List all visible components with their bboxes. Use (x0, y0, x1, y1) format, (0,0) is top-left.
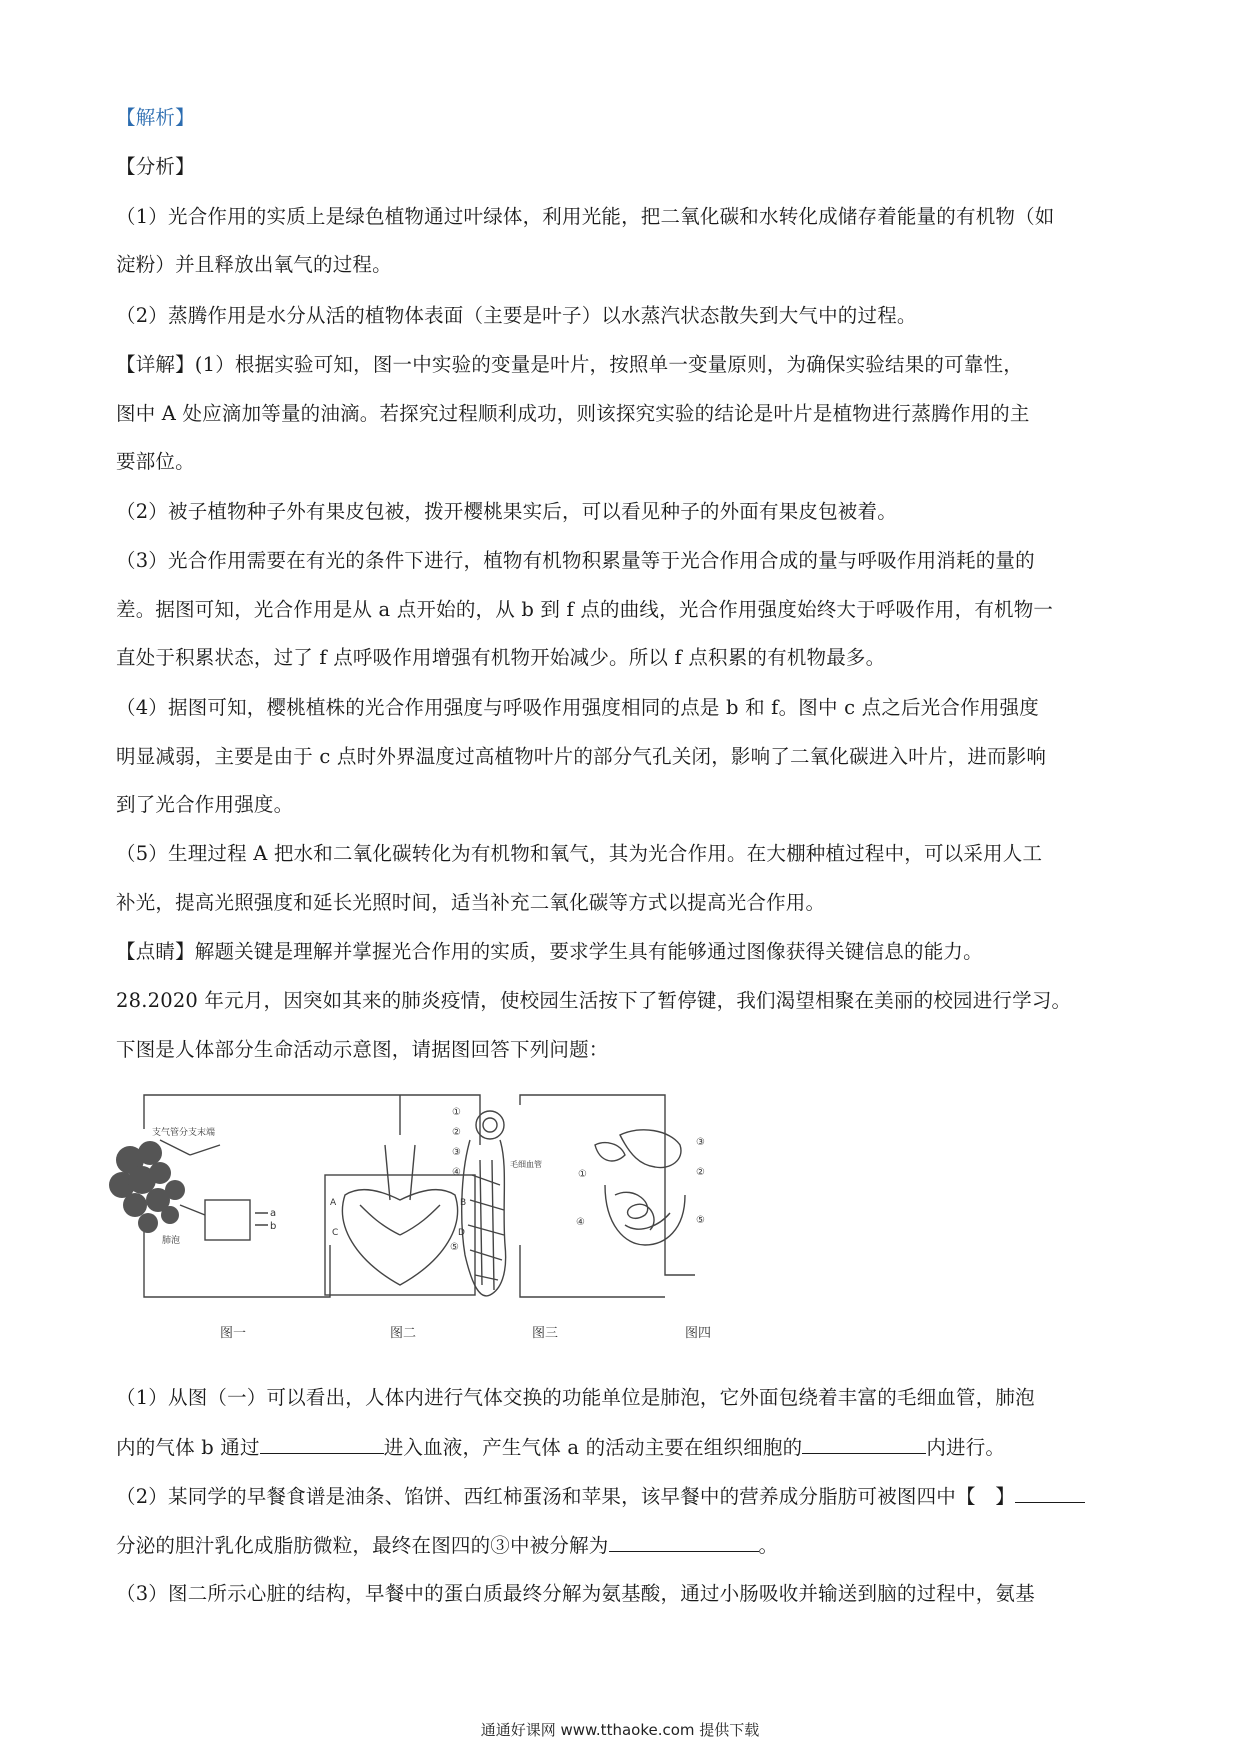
detail-5-line1: （5）生理过程 A 把水和二氧化碳转化为有机物和氧气，其为光合作用。在大棚种植过程中，可以采用人工 (116, 842, 1043, 865)
analysis-2: （2）蒸腾作用是水分从活的植物体表面（主要是叶子）以水蒸汽状态散失到大气中的过程。 (116, 304, 917, 327)
fig3-capillary-label: 毛细血管 (510, 1160, 542, 1169)
question-3-line1: （3）图二所示心脏的结构，早餐中的蛋白质最终分解为氨基酸，通过小肠吸收并输送到脑的过程中，氨基 (116, 1582, 1035, 1605)
analysis-1-line2: 淀粉）并且释放出氧气的过程。 (116, 253, 392, 276)
detail-3-line1: （3）光合作用需要在有光的条件下进行，植物有机物积累量等于光合作用合成的量与呼吸作用消耗的量的 (116, 549, 1035, 572)
fig1-bronchi-label: 支气管分支末端 (152, 1128, 216, 1138)
jiexi-heading: 【解析】 (116, 106, 195, 129)
question-2-line1 (116, 1482, 1128, 1511)
fig1-caption: 图一 (220, 1326, 247, 1341)
q2-text: （2）某同学的早餐食谱是油条、馅饼、西红柿蛋汤和苹果，该早餐中的营养成分脂肪可被图四中【 】 (116, 1485, 1016, 1508)
fig2-caption: 图二 (390, 1326, 417, 1341)
answer-blank-3[interactable] (1015, 1482, 1085, 1503)
fig4-num-4: ④ (576, 1217, 585, 1228)
question-2-line2 (116, 1531, 1128, 1560)
q2-text-pre: 分泌的胆汁乳化成脂肪微粒，最终在图四的③中被分解为 (116, 1534, 609, 1557)
detail-4-line2: 明显减弱，主要是由于 c 点时外界温度过高植物叶片的部分气孔关闭，影响了二氧化碳进入叶片，进而影响 (116, 745, 1047, 768)
detail-1-line2: 图中 A 处应滴加等量的油滴。若探究过程顺利成功，则该探究实验的结论是叶片是植物进行蒸腾作用的主 (116, 402, 1030, 425)
answer-blank-4[interactable] (609, 1531, 759, 1552)
fig1-alveoli-label: 肺泡 (162, 1236, 181, 1246)
analysis-1-line1: （1）光合作用的实质上是绿色植物通过叶绿体，利用光能，把二氧化碳和水转化成储存着能量的有机物（如 (116, 205, 1055, 228)
fig4-num-2: ② (696, 1167, 705, 1178)
fenxi-heading: 【分析】 (116, 155, 195, 178)
fig2-letter-D: D (458, 1228, 465, 1238)
detail-5-line2: 补光，提高光照强度和延长光照时间，适当补充二氧化碳等方式以提高光合作用。 (116, 891, 826, 914)
human-body-diagram (100, 1085, 800, 1355)
fig3-num-5: ⑤ (450, 1242, 459, 1253)
fig3-num-1: ① (452, 1107, 461, 1118)
fig4-num-1: ① (578, 1169, 587, 1180)
detail-4-line1: （4）据图可知，樱桃植株的光合作用强度与呼吸作用强度相同的点是 b 和 f。图中 c 点之后光合作用强度 (116, 696, 1039, 719)
question-28-line1: 28.2020 年元月，因突如其来的肺炎疫情，使校园生活按下了暂停键，我们渴望相聚在美丽的校园进行学习。 (116, 989, 1072, 1012)
detail-1-line3: 要部位。 (116, 450, 195, 473)
question-28-line2: 下图是人体部分生命活动示意图，请据图回答下列问题： (116, 1038, 609, 1061)
detail-4-line3: 到了光合作用强度。 (116, 793, 294, 816)
fig4-caption: 图四 (685, 1326, 712, 1341)
fig3-caption: 图三 (532, 1326, 559, 1341)
dianjing: 【点睛】解题关键是理解并掌握光合作用的实质，要求学生具有能够通过图像获得关键信息的能力。 (116, 940, 983, 963)
q2-text-post: 。 (758, 1534, 779, 1557)
fig2-letter-A: A (330, 1198, 337, 1208)
fig4-num-3: ③ (696, 1137, 705, 1148)
diagram-svg (100, 1085, 800, 1355)
answer-blank-1[interactable] (260, 1433, 384, 1454)
fig3-num-2: ② (452, 1127, 461, 1138)
fig3-num-3: ③ (452, 1147, 461, 1158)
fig4-num-5: ⑤ (696, 1215, 705, 1226)
q1-text-mid: 进入血液，产生气体 a 的活动主要在组织细胞的 (383, 1436, 803, 1459)
fig1-letter-b: b (270, 1221, 277, 1232)
q1-text-pre: 内的气体 b 通过 (116, 1436, 260, 1459)
detail-3-line2: 差。据图可知，光合作用是从 a 点开始的，从 b 到 f 点的曲线，光合作用强度始终大于呼吸作用，有机物一 (116, 598, 1054, 621)
detail-2: （2）被子植物种子外有果皮包被，拨开樱桃果实后，可以看见种子的外面有果皮包被着。 (116, 500, 897, 523)
detail-1-line1: 【详解】(1）根据实验可知，图一中实验的变量是叶片，按照单一变量原则，为确保实验结果的可靠性， (116, 353, 1023, 376)
fig2-letter-C: C (332, 1228, 339, 1238)
question-1-line2 (116, 1433, 1128, 1462)
detail-3-line3: 直处于积累状态，过了 f 点呼吸作用增强有机物开始减少。所以 f 点积累的有机物最多。 (116, 646, 886, 669)
fig3-num-4: ④ (452, 1167, 461, 1178)
answer-blank-2[interactable] (802, 1433, 926, 1454)
footer-text: 通通好课网 www.tthaoke.com 提供下载 (480, 1721, 760, 1739)
fig2-letter-B: B (460, 1198, 467, 1208)
fig1-letter-a: a (270, 1208, 277, 1219)
q1-text-post: 内进行。 (926, 1436, 1006, 1459)
question-1-line1: （1）从图（一）可以看出，人体内进行气体交换的功能单位是肺泡，它外面包绕着丰富的毛细血管，肺泡 (116, 1386, 1035, 1409)
